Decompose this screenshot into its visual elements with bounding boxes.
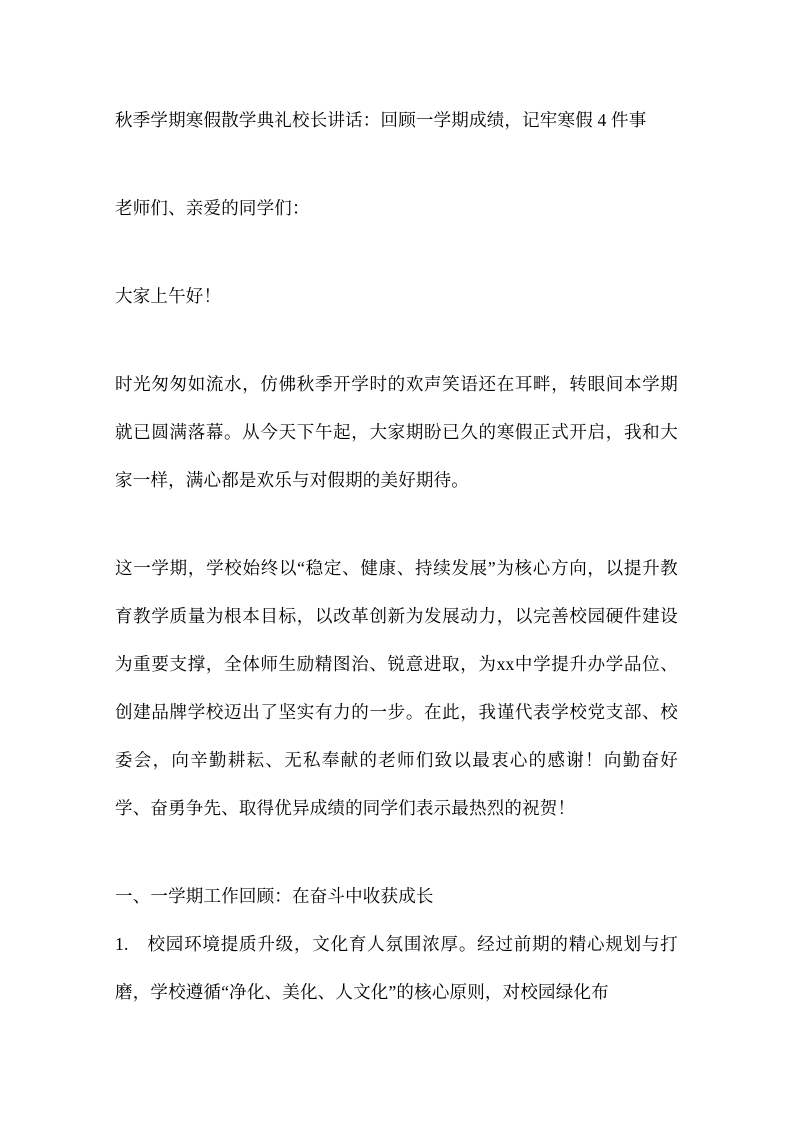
section-heading-one: 一、一学期工作回顾：在奋斗中收获成长 [115, 886, 434, 906]
list-item-one: 1. 校园环境提质升级，文化育人氛围浓厚。经过前期的精心规划与打磨，学校遵循“净化、美化、人文化”的核心原则，对校园绿化布 [115, 934, 678, 1002]
paragraph-salutation: 老师们、亲爱的同学们： [115, 198, 310, 218]
paragraph-greeting: 大家上午好！ [115, 286, 222, 306]
document-body [115, 96, 678, 1016]
paragraph-review: 这一学期，学校始终以“稳定、健康、持续发展”为核心方向，以提升教育教学质量为根本目标，以改革创新为发展动力，以完善校园硬件建设为重要支撑，全体师生励精图治、锐意进取，为xx中学提升办学品位、创建品牌学校迈出了坚实有力的一步。在此，我谨代表学校党支部、校委会，向辛勤耕耘、无私奉献的老师们致以最衷心的感谢！向勤奋好学、奋勇争先、取得优异成绩的同学们表示最热烈的祝贺！ [115, 558, 678, 818]
document-title: 秋季学期寒假散学典礼校长讲话：回顾一学期成绩，记牢寒假 4 件事 [115, 110, 647, 130]
paragraph-opening: 时光匆匆如流水，仿佛秋季开学时的欢声笑语还在耳畔，转眼间本学期就已圆满落幕。从今天下午起，大家期盼已久的寒假正式开启，我和大家一样，满心都是欢乐与对假期的美好期待。 [115, 374, 678, 490]
